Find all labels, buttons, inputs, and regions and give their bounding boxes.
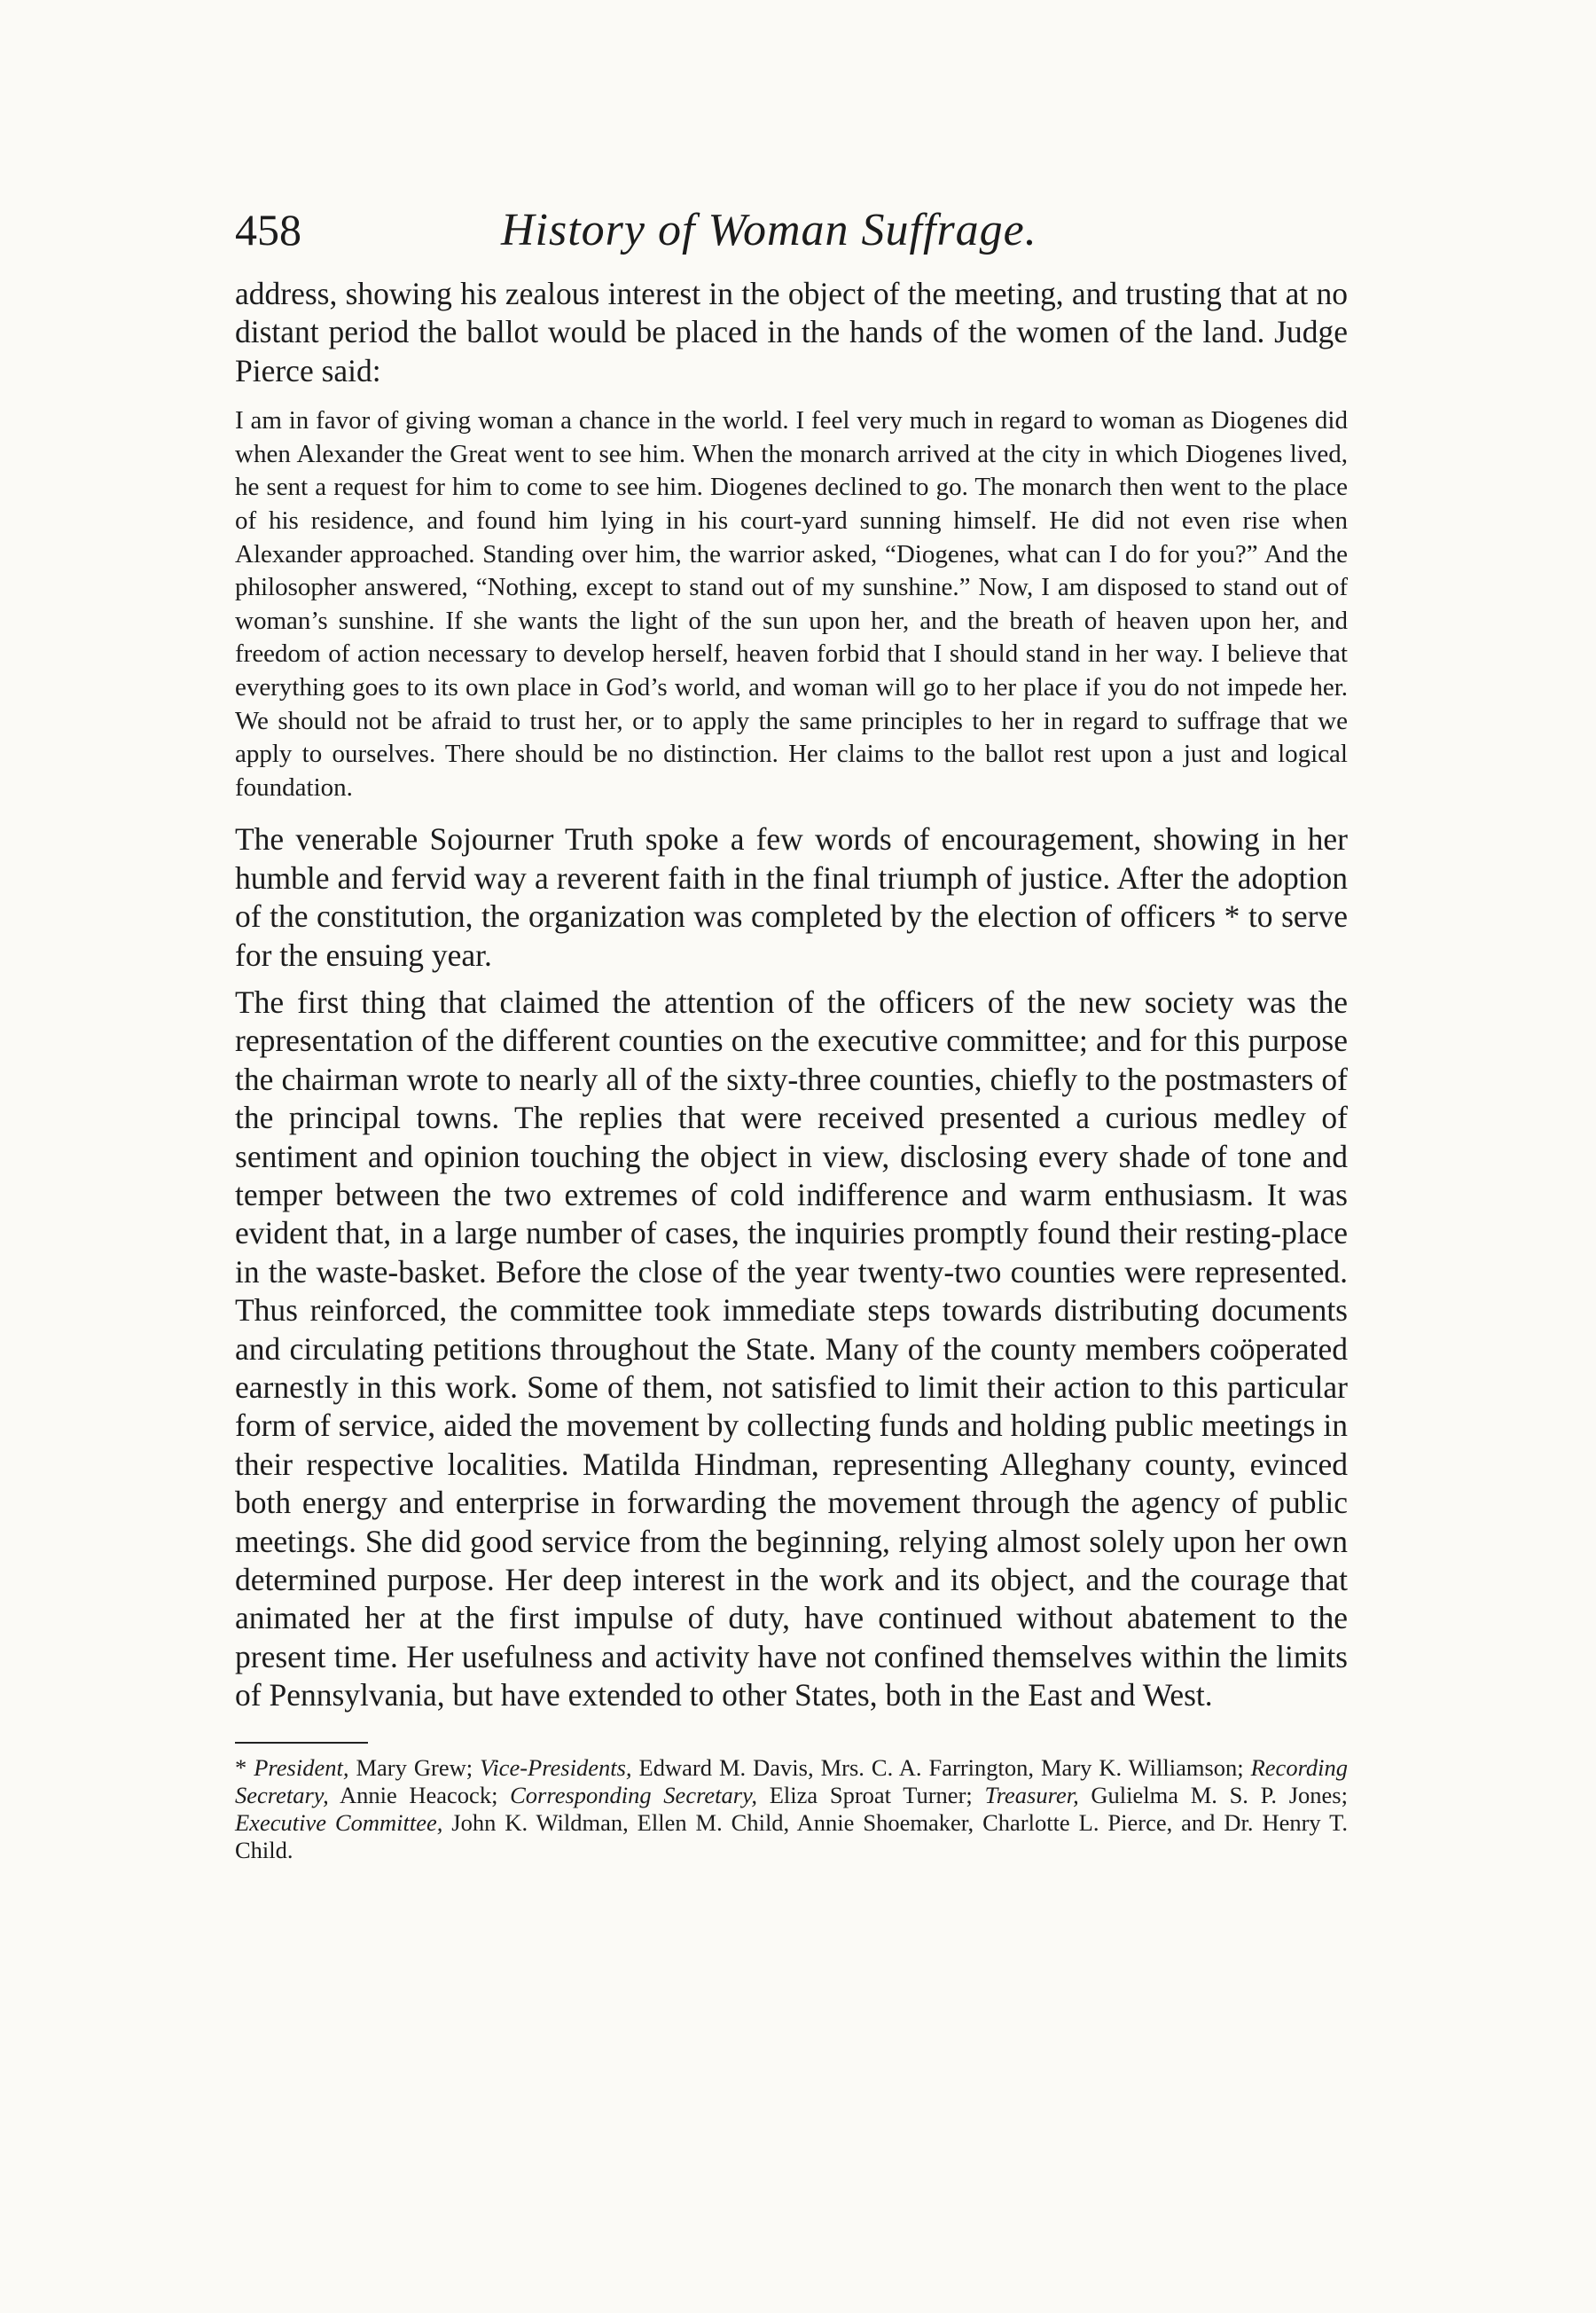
footnote-president: Mary Grew; xyxy=(348,1753,481,1781)
footnote-label-vice-presidents: Vice-Presidents, xyxy=(480,1753,632,1781)
block-quote: I am in favor of giving woman a chance in the world. I feel very much in regard to woman as Diogenes did when Alexander the Great went to see him. When the monarch arrived at the city in which Diogenes lived, he sent a request for him to come to see him. Diogenes declined to go. The monarch then went to the place of his residence, and found him lying in his court-yard sunning himself. He did not even rise when Alexander approached. Standing over him, the warrior asked, “Diogenes, what can I do for you?” And the philosopher answered, “Nothing, except to stand out of my sunshine.” Now, I am disposed to stand out of woman’s sunshine. If she wants the light of the sun upon her, and the breath of heaven upon her, and freedom of action necessary to develop herself, heaven forbid that I should stand in her way. I believe that everything goes to its own place in God’s world, and woman will go to her place if you do not impede her. We should not be afraid to trust her, or to apply the same principles to her in regard to suffrage that we apply to ourselves. There should be no distinction. Her claims to the ballot rest upon a just and logical foundation. xyxy=(235,406,1348,802)
footnote xyxy=(235,1754,1348,1864)
footnote-label-corresponding-secretary: Corresponding Secretary, xyxy=(510,1781,758,1808)
footnote-corresponding-secretary: Eliza Sproat Turner; xyxy=(757,1781,985,1808)
footnote-label-treasurer: Treasurer, xyxy=(984,1781,1079,1808)
footnote-label-president: President, xyxy=(254,1753,349,1781)
paragraph-2: The venerable Sojourner Truth spoke a few words of encouragement, showing in her humble and fervid way a reverent faith in the final triumph of justice. After the adoption of the constitution, the organization was completed by the election of officers * to serve for the ensuing year. xyxy=(235,821,1348,973)
running-head xyxy=(235,204,1348,275)
footnote-label-recording-secretary: Recording Secretary, xyxy=(235,1753,1349,1808)
footnote-marker: * xyxy=(235,1753,254,1781)
footnote-treasurer: Gulielma M. S. P. Jones; xyxy=(1078,1781,1348,1808)
footnote-rule xyxy=(235,1742,368,1744)
footnote-executive-committee: John K. Wildman, Ellen M. Child, Annie Shoemaker, Charlotte L. Pierce, and Dr. Henry T. Child. xyxy=(235,1808,1348,1863)
footnote-recording-secretary: Annie Heacock; xyxy=(328,1781,511,1808)
page-number: 458 xyxy=(235,205,301,255)
footnote-label-executive-committee: Executive Committee, xyxy=(235,1808,443,1836)
footnote-vice-presidents: Edward M. Davis, Mrs. C. A. Farrington, Mary K. Williamson; xyxy=(631,1753,1251,1781)
running-title: History of Woman Suffrage. xyxy=(501,205,1037,255)
book-page xyxy=(235,204,1348,1864)
paragraph-3: The first thing that claimed the attention of the officers of the new society was the representation of the different counties on the executive committee; and for this purpose the chairman wrote to nearly all of the sixty-three counties, chiefly to the postmasters of the principal towns. The replies that were received presented a curious medley of sentiment and opinion touching the object in view, disclosing every shade of tone and temper between the two extremes of cold indifference and warm enthusiasm. It was evident that, in a large number of cases, the inquiries promptly found their resting-place in the waste-basket. Before the close of the year twenty-two counties were represented. Thus reinforced, the committee took immediate steps towards distributing documents and circulating petitions throughout the State. Many of the county members coöperated earnestly in this work. Some of them, not satisfied to limit their action to this particular form of service, aided the movement by collecting funds and holding public meetings in their respective localities. Matilda Hindman, representing Alleghany county, evinced both energy and enterprise in forwarding the movement through the agency of public meetings. She did good service from the beginning, relying almost solely upon her own determined purpose. Her deep interest in the work and its object, and the courage that animated her at the first impulse of duty, have continued without abatement to the present time. Her usefulness and activity have not confined themselves within the limits of Pennsylvania, but have extended to other States, both in the East and West. xyxy=(235,984,1348,1713)
paragraph-1: address, showing his zealous interest in the object of the meeting, and trusting that at no distant period the ballot would be placed in the hands of the women of the land. Judge Pierce said: xyxy=(235,276,1348,388)
